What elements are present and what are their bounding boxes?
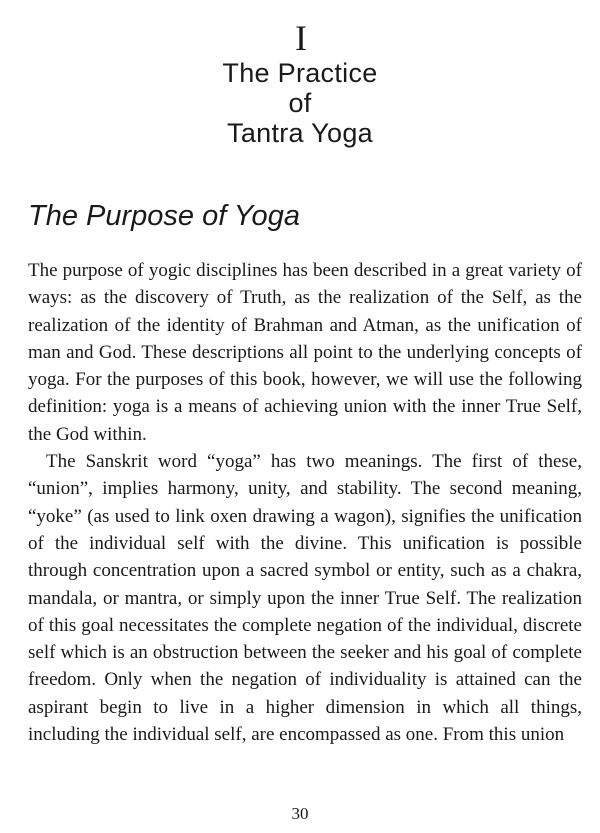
chapter-title-line-3: Tantra Yoga [227,118,373,148]
chapter-numeral: I [295,18,307,58]
paragraph-1: The purpose of yogic disciplines has been described in a great variety of ways: as the discovery of Truth, as the realization of the Self, as the realization of the identity of Brahman and Atman, as the unification of man and God. These descriptions all point to the underlying concepts of yoga. For the purposes of this book, however, we will use the following definition: yoga is a means of achieving union with the inner True Self, the God within. [28,260,582,445]
chapter-title-line-2: of [288,88,312,118]
chapter-heading [0,18,600,148]
chapter-title-line-1: The Practice [222,58,378,88]
section-heading: The Purpose of Yoga [28,200,300,232]
paragraph-2: The Sanskrit word “yoga” has two meanings. The first of these, “union”, implies harmony, unity, and stability. The second meaning, “yoke” (as used to link oxen drawing a wagon), signifies the unification of the individual self with the divine. This unification is possible through concentration upon a sacred symbol or entity, such as a chakra, mandala, or mantra, or simply upon the inner True Self. The realization of this goal necessitates the complete negation of the individual, discrete self which is an obstruction between the seeker and his goal of complete freedom. Only when the negation of individuality is attained can the aspirant begin to live in a higher dimension in which all things, including the individual self, are encompassed as one. From this union [28,451,582,746]
body-text [28,257,582,748]
page-number: 30 [291,804,309,823]
